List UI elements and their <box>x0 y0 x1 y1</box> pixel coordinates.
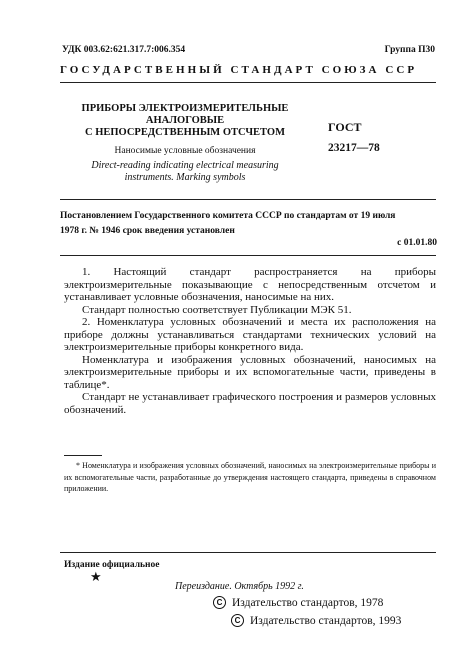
footnote-rule <box>64 455 102 456</box>
graphics-paragraph: Стандарт не устанавливает графического построения и размеров условных обозначений. <box>64 391 436 416</box>
udk-code: УДК 003.62:621.317.7:006.354 <box>62 45 186 55</box>
title-rule <box>60 199 436 200</box>
title-ru <box>80 103 290 139</box>
main-text <box>64 266 436 416</box>
footnote-text: * Номенклатура и изображения условных обозначений, наносимых на электроизмерительные приборы и их вспомогательные части, разработанные до утверждения настоящего стандарта, приведены в справочном приложении. <box>64 461 436 493</box>
effective-date: с 01.01.80 <box>397 238 437 248</box>
group-code: Группа П30 <box>384 45 435 55</box>
resolution <box>60 209 440 239</box>
gost-number: 23217—78 <box>328 142 380 154</box>
copyright-icon: C <box>213 596 226 609</box>
footnote <box>64 460 436 495</box>
edition-rule <box>60 552 436 553</box>
title-en-line-2: instruments. Marking symbols <box>124 171 246 183</box>
copyright-1993-text: Издательство стандартов, 1993 <box>250 615 402 627</box>
title-line-3: С НЕПОСРЕДСТВЕННЫМ ОТСЧЕТОМ <box>85 127 285 138</box>
copyright-1993 <box>231 614 401 627</box>
iec-note: Стандарт полностью соответствует Публикации МЭК 51. <box>82 303 352 316</box>
copyright-1978 <box>213 596 383 609</box>
edition-label: Издание официальное <box>64 560 160 570</box>
copyright-1978-text: Издательство стандартов, 1978 <box>232 597 384 609</box>
standard-banner: ГОСУДАРСТВЕННЫЙ СТАНДАРТ СОЮЗА ССР <box>60 64 418 76</box>
title-en-line-1: Direct-reading indicating electrical measuring <box>91 160 279 171</box>
reissue-note: Переиздание. Октябрь 1992 г. <box>175 581 304 592</box>
clause-1: 1. Настоящий стандарт распространяется на приборы электроизмерительные показывающие с непосредственным отсчетом и устанавливает условные обозначения, наносимые на них. <box>64 266 436 303</box>
nomenclature-paragraph: Номенклатура и изображения условных обозначений, наносимых на электроизмерительные приборы и их вспомогательные части, приведены в таблице*. <box>64 353 436 391</box>
clause-2: 2. Номенклатура условных обозначений и места их расположения на приборе должны устанавливаться стандартами технических условий на электроизмерительные приборы конкретного вида. <box>64 316 436 353</box>
copyright-icon: C <box>231 614 244 627</box>
resolution-rule <box>60 255 436 256</box>
title-line-2: АНАЛОГОВЫЕ <box>145 115 225 126</box>
star-icon: ★ <box>90 569 102 584</box>
resolution-line-1: Постановлением Государственного комитета СССР по стандартам от 19 июля <box>60 211 396 221</box>
banner-rule <box>60 82 436 83</box>
title-subtitle-ru: Наносимые условные обозначения <box>114 146 256 156</box>
title-en <box>80 160 290 183</box>
title-line-1: ПРИБОРЫ ЭЛЕКТРОИЗМЕРИТЕЛЬНЫЕ <box>81 103 289 114</box>
gost-label: ГОСТ <box>328 120 362 134</box>
resolution-line-2: 1978 г. № 1946 срок введения установлен <box>60 226 235 236</box>
